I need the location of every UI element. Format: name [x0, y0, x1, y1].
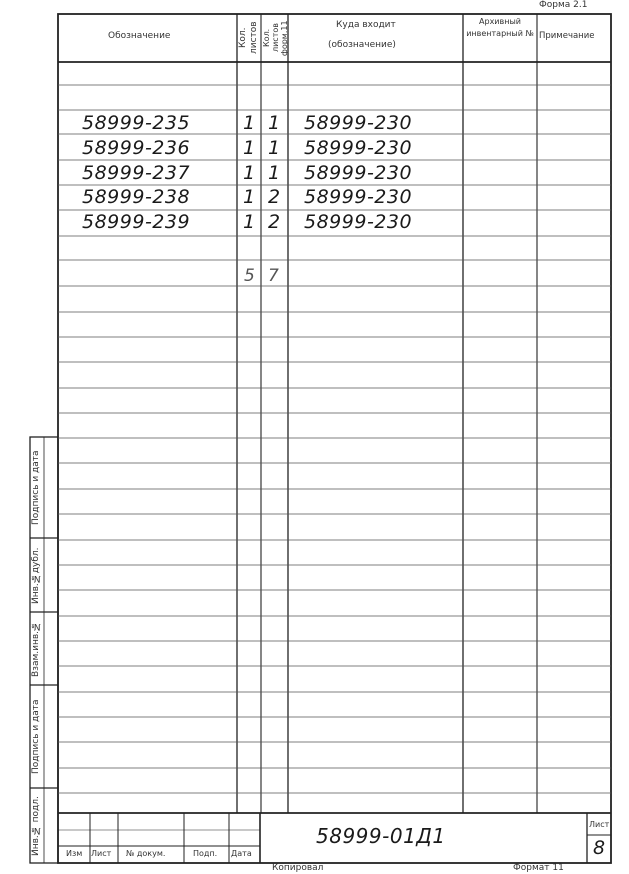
row-designation: 58999-237 [82, 162, 191, 184]
total-sheets: 5 [244, 266, 256, 286]
row-format-count: 1 [268, 137, 281, 159]
row-goes-to: 58999-230 [304, 112, 413, 134]
tb-sheet-label: Лист [589, 820, 610, 829]
row-goes-to: 58999-230 [304, 162, 413, 184]
row-designation: 58999-235 [82, 112, 191, 134]
row-goes-to: 58999-230 [304, 137, 413, 159]
tb-sheet-number: 8 [593, 837, 606, 859]
row-sheets-count: 1 [243, 162, 256, 184]
side-label-sign-date-2: Подпись и дата [31, 450, 41, 526]
row-goes-to: 58999-230 [304, 186, 413, 208]
row-sheets-count: 1 [243, 112, 256, 134]
row-format-count: 1 [268, 162, 281, 184]
row-sheets-count: 1 [243, 186, 256, 208]
row-designation: 58999-238 [82, 186, 191, 208]
side-label-inv-orig: Инв.№ подл. [31, 796, 41, 856]
header-archive: Архивный инвентарный № [466, 17, 534, 38]
row-format-count: 1 [268, 112, 281, 134]
tb-izm: Изм [66, 849, 83, 858]
row-format-count: 2 [268, 186, 281, 208]
side-label-inv-dup: Инв.№дубл. [31, 547, 41, 604]
row-designation: 58999-236 [82, 137, 191, 159]
form-label: Форма 2.1 [539, 0, 588, 10]
tb-list: Лист [91, 849, 112, 858]
header-note: Примечание [539, 31, 595, 41]
row-goes-to: 58999-230 [304, 211, 413, 233]
side-label-replace-inv: Взам.инв.№ [31, 620, 41, 678]
header-goes-to: Куда входит [336, 20, 396, 30]
side-label-sign-date-1: Подпись и дата [31, 699, 41, 775]
row-sheets-count: 1 [243, 211, 256, 233]
total-format: 7 [268, 266, 280, 286]
row-designation: 58999-239 [82, 211, 191, 233]
tb-doc-no: № докум. [126, 849, 166, 858]
footer-copied: Копировал [272, 863, 324, 873]
footer-format: Формат 11 [513, 863, 564, 873]
header-goes-to-sub: (обозначение) [328, 40, 396, 50]
header-format-count: Кол. листов форм.11 [262, 20, 289, 56]
header-designation: Обозначение [108, 31, 171, 41]
tb-date: Дата [231, 849, 252, 858]
row-sheets-count: 1 [243, 137, 256, 159]
tb-document-code: 58999-01Д1 [316, 824, 446, 848]
row-format-count: 2 [268, 211, 281, 233]
header-sheets-count: Кол. листов [238, 21, 259, 55]
tb-sign: Подп. [193, 849, 218, 858]
